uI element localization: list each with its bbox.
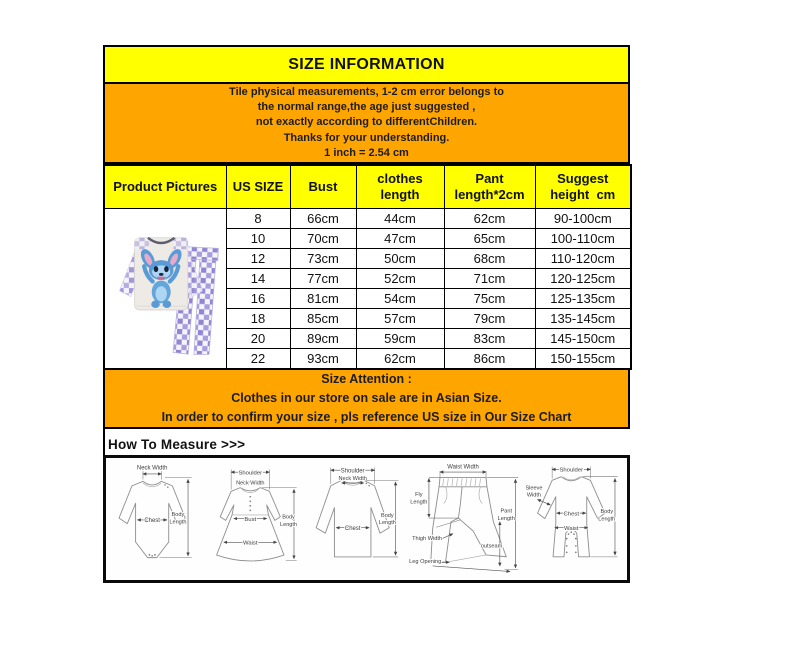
notes-line: 1 inch = 2.54 cm	[324, 146, 409, 159]
label-body-length: Body	[600, 508, 613, 515]
table-cell: 14	[226, 269, 290, 289]
table-cell: 86cm	[444, 349, 535, 370]
notes-line: Tile physical measurements, 1-2 cm error belongs to	[229, 85, 504, 98]
header-product-pictures: Product Pictures	[104, 165, 226, 209]
notes-line: the normal range,the age just suggested ,	[257, 101, 476, 114]
table-cell: 75cm	[444, 289, 535, 309]
table-cell: 57cm	[356, 309, 444, 329]
table-cell: 10	[226, 229, 290, 249]
table-cell: 71cm	[444, 269, 535, 289]
table-cell: 66cm	[290, 209, 356, 229]
table-cell: 18	[226, 309, 290, 329]
table-cell: 52cm	[356, 269, 444, 289]
label-waist: Waist	[563, 525, 579, 532]
table-cell: 54cm	[356, 289, 444, 309]
svg-text:Length: Length	[169, 519, 187, 526]
label-outseam: outseam	[481, 543, 503, 550]
table-cell: 81cm	[290, 289, 356, 309]
table-cell: 150-155cm	[535, 349, 631, 370]
table-cell: 125-135cm	[535, 289, 631, 309]
label-shoulder: Shoulder	[340, 467, 365, 474]
svg-text:Length: Length	[279, 521, 297, 528]
size-information-sheet	[103, 45, 630, 583]
table-cell: 50cm	[356, 249, 444, 269]
svg-text:Length: Length	[497, 515, 516, 522]
svg-text:Length: Length	[378, 519, 396, 526]
shirt-diagram	[305, 462, 404, 577]
table-cell: 65cm	[444, 229, 535, 249]
bodysuit-diagram	[108, 461, 200, 577]
table-cell: 93cm	[290, 349, 356, 370]
product-photo-cell	[104, 209, 226, 370]
label-waist: Waist	[242, 540, 258, 547]
pants-diagram	[405, 461, 521, 577]
svg-text:Length: Length	[597, 515, 615, 522]
table-cell: 47cm	[356, 229, 444, 249]
label-shoulder: Shoulder	[238, 469, 262, 476]
label-body-length: Body	[281, 514, 295, 521]
table-cell: 8	[226, 209, 290, 229]
table-cell: 12	[226, 249, 290, 269]
label-shoulder: Shoulder	[559, 467, 583, 474]
header-clothes-length: clothes length	[356, 165, 444, 209]
table-cell: 90-100cm	[535, 209, 631, 229]
table-cell: 145-150cm	[535, 329, 631, 349]
notes-line: not exactly according to differentChildren.	[255, 116, 478, 129]
product-photo	[108, 215, 222, 365]
table-cell: 22	[226, 349, 290, 370]
table-cell: 68cm	[444, 249, 535, 269]
table-cell: 62cm	[444, 209, 535, 229]
table-cell: 44cm	[356, 209, 444, 229]
label-fly-length: Fly	[415, 491, 423, 498]
table-row	[104, 209, 631, 229]
label-chest: Chest	[344, 525, 361, 532]
table-cell: 89cm	[290, 329, 356, 349]
header-bust: Bust	[290, 165, 356, 209]
table-cell: 62cm	[356, 349, 444, 370]
attention-line: Size Attention :	[321, 372, 412, 386]
dress-diagram	[202, 462, 304, 577]
table-cell: 70cm	[290, 229, 356, 249]
attention-line: Clothes in our store on sale are in Asian Size.	[231, 391, 502, 405]
label-waist-width: Waist Width	[447, 464, 480, 471]
table-cell: 120-125cm	[535, 269, 631, 289]
label-body-length: Body	[171, 512, 185, 519]
table-cell: 85cm	[290, 309, 356, 329]
label-thigh-width: Thigh Width	[412, 536, 443, 543]
label-neck-width: Neck Width	[338, 475, 367, 482]
romper-diagram	[523, 462, 625, 577]
label-sleeve-width: Sleeve	[525, 484, 543, 491]
svg-text:Length: Length	[410, 499, 428, 506]
size-table	[103, 164, 632, 370]
label-bust: Bust	[244, 516, 256, 523]
measure-diagrams-panel	[103, 455, 630, 583]
table-cell: 110-120cm	[535, 249, 631, 269]
table-cell: 59cm	[356, 329, 444, 349]
attention-line: In order to confirm your size , pls reference US size in Our Size Chart	[161, 410, 572, 424]
label-neck-width: Neck Width	[137, 465, 168, 472]
label-leg-opening: Leg Opening	[409, 559, 442, 566]
page-title: SIZE INFORMATION	[103, 45, 630, 84]
header-pant-length: Pant length*2cm	[444, 165, 535, 209]
header-suggest-height: Suggest height cm	[535, 165, 631, 209]
table-cell: 100-110cm	[535, 229, 631, 249]
label-chest: Chest	[563, 510, 579, 517]
table-cell: 20	[226, 329, 290, 349]
table-cell: 73cm	[290, 249, 356, 269]
measurement-notes	[103, 84, 630, 164]
svg-text:Width: Width	[526, 492, 541, 499]
table-cell: 83cm	[444, 329, 535, 349]
table-cell: 79cm	[444, 309, 535, 329]
table-cell: 77cm	[290, 269, 356, 289]
table-cell: 135-145cm	[535, 309, 631, 329]
header-row	[104, 165, 631, 209]
size-attention-note	[103, 370, 630, 429]
header-us-size: US SIZE	[226, 165, 290, 209]
table-cell: 16	[226, 289, 290, 309]
label-pant-length: Pant	[500, 508, 513, 515]
label-body-length: Body	[381, 512, 394, 519]
label-neck-width: Neck Width	[235, 479, 265, 486]
notes-line: Thanks for your understanding.	[283, 131, 450, 144]
label-chest: Chest	[144, 518, 161, 525]
how-to-measure-heading: How To Measure >>>	[103, 434, 630, 455]
